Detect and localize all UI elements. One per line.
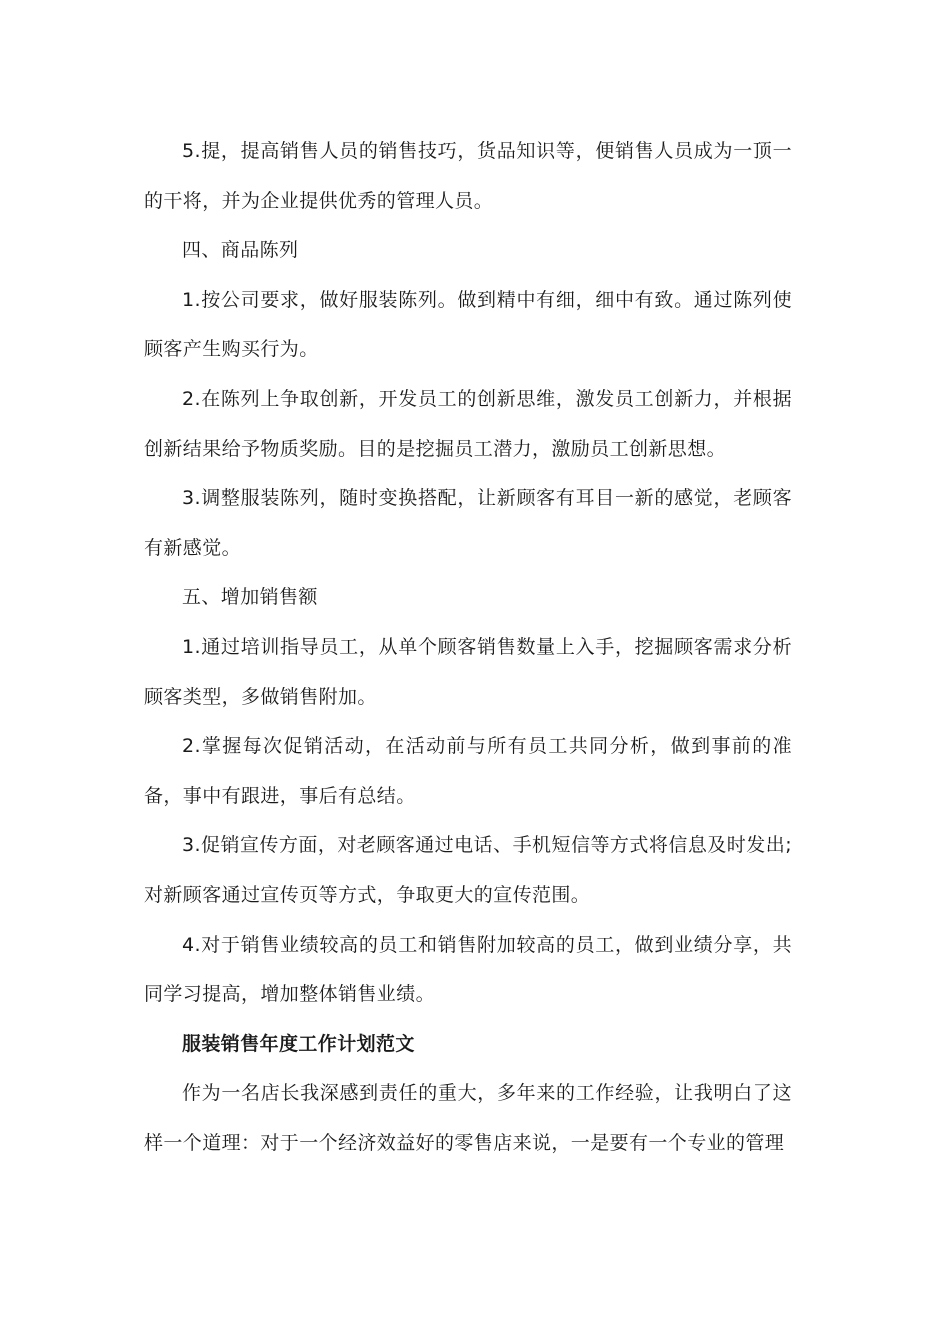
section-heading-sales: 五、增加销售额 bbox=[182, 586, 318, 609]
paragraph-display-1: 1.按公司要求，做好服装陈列。做到精中有细，细中有致。通过陈列使顾客产生购买行为。 bbox=[144, 288, 792, 361]
paragraph-intro: 作为一名店长我深感到责任的重大，多年来的工作经验，让我明白了这样一个道理：对于一个经济效益好的零售店来说，一是要有一个专业的管理 bbox=[144, 1082, 792, 1154]
paragraph-sales-4: 4.对于销售业绩较高的员工和销售附加较高的员工，做到业绩分享，共同学习提高，增加整体销售业绩。 bbox=[144, 933, 792, 1006]
document-title: 服装销售年度工作计划范文 bbox=[182, 1032, 415, 1055]
paragraph-display-2: 2.在陈列上争取创新，开发员工的创新思维，激发员工创新力，并根据创新结果给予物质奖励。目的是挖掘员工潜力，激励员工创新思想。 bbox=[144, 387, 792, 460]
paragraph-display-3: 3.调整服装陈列，随时变换搭配，让新顾客有耳目一新的感觉，老顾客有新感觉。 bbox=[144, 487, 792, 559]
document-body bbox=[144, 127, 792, 1168]
paragraph-sales-1: 1.通过培训指导员工，从单个顾客销售数量上入手，挖掘顾客需求分析顾客类型，多做销售附加。 bbox=[144, 635, 792, 708]
paragraph-item-5: 5.提，提高销售人员的销售技巧，货品知识等，便销售人员成为一顶一的干将，并为企业提供优秀的管理人员。 bbox=[144, 140, 792, 212]
paragraph-sales-2: 2.掌握每次促销活动，在活动前与所有员工共同分析，做到事前的准备，事中有跟进，事后有总结。 bbox=[144, 735, 792, 807]
paragraph-sales-3: 3.促销宣传方面，对老顾客通过电话、手机短信等方式将信息及时发出;对新顾客通过宣传页等方式，争取更大的宣传范围。 bbox=[144, 834, 792, 906]
section-heading-display: 四、商品陈列 bbox=[182, 239, 299, 262]
